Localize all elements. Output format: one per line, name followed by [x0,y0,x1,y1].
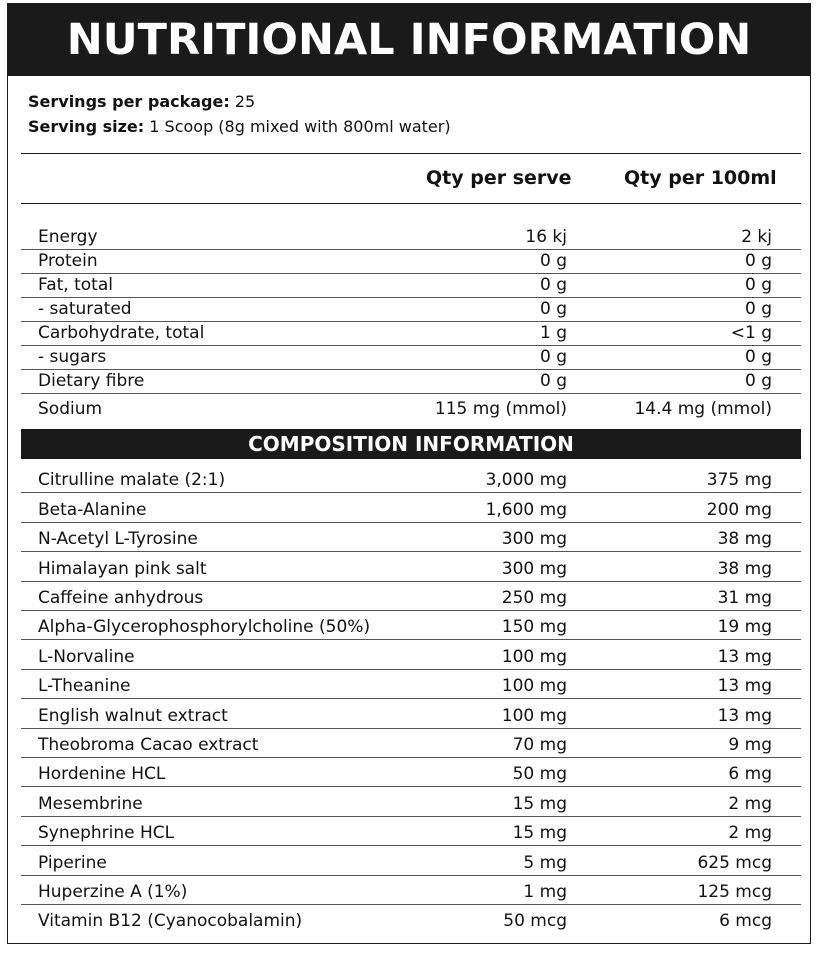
qty-per-serve: 0 g [539,347,567,367]
qty-per-100ml: 6 mg [728,764,772,785]
qty-per-100ml: 6 mcg [719,911,772,932]
qty-per-serve: 16 kj [525,227,567,247]
qty-per-serve: 3,000 mg [485,470,567,491]
row-label: Alpha-Glycerophosphorylcholine (50%) [38,617,371,638]
composition-row [21,845,801,875]
nutrition-row [21,273,801,298]
qty-per-serve: 50 mg [512,764,567,785]
qty-per-100ml: 2 mg [728,793,772,814]
qty-per-serve: 1 g [539,323,567,343]
nutrition-row [21,249,801,274]
qty-per-100ml: 13 mg [717,676,772,697]
qty-per-serve: 100 mg [501,676,567,697]
row-label: L-Norvaline [38,646,135,667]
qty-per-100ml: 0 g [744,275,772,295]
qty-per-serve: 300 mg [501,529,567,550]
nutrition-row [21,225,801,250]
page-title: NUTRITIONAL INFORMATION [8,4,810,76]
qty-per-serve: 1 mg [523,881,567,902]
qty-per-100ml: 38 mg [717,529,772,550]
qty-per-100ml: 625 mcg [697,852,772,873]
qty-per-serve: 15 mg [512,823,567,844]
qty-per-serve: 0 g [539,251,567,271]
serving-size-value: 1 Scoop (8g mixed with 800ml water) [149,117,451,136]
qty-per-serve: 0 g [539,299,567,319]
qty-per-serve: 5 mg [523,852,567,873]
row-label: Fat, total [38,275,113,295]
qty-per-100ml: 0 g [744,371,772,391]
composition-row [21,904,801,933]
qty-per-serve: 100 mg [501,705,567,726]
qty-per-100ml: 0 g [744,299,772,319]
composition-row [21,522,801,552]
row-label: Huperzine A (1%) [38,881,188,902]
nutrition-row [21,369,801,394]
row-label: Sodium [38,399,103,419]
row-label: Energy [38,227,98,247]
qty-per-serve: 100 mg [501,646,567,667]
qty-per-serve: 0 g [539,275,567,295]
row-label: Theobroma Cacao extract [38,734,259,755]
qty-per-100ml: 200 mg [706,499,772,520]
row-label: Citrulline malate (2:1) [38,470,226,491]
qty-per-serve: 15 mg [512,793,567,814]
qty-per-serve: 0 g [539,371,567,391]
composition-row [21,786,801,816]
qty-per-serve: 70 mg [512,734,567,755]
nutrition-row [21,297,801,322]
servings-info [28,89,451,139]
row-label: N-Acetyl L-Tyrosine [38,529,198,550]
column-header-per-100ml: Qty per 100ml [624,167,777,189]
row-label: L-Theanine [38,676,131,697]
qty-per-100ml: 2 kj [741,227,772,247]
qty-per-100ml: <1 g [730,323,772,343]
qty-per-serve: 1,600 mg [485,499,567,520]
column-header-per-serve: Qty per serve [426,167,572,189]
qty-per-100ml: 19 mg [717,617,772,638]
composition-row [21,728,801,758]
qty-per-serve: 300 mg [501,558,567,579]
row-label: Carbohydrate, total [38,323,205,343]
qty-per-100ml: 31 mg [717,587,772,608]
servings-per-package-value: 25 [234,92,256,111]
row-label: Synephrine HCL [38,823,175,844]
qty-per-100ml: 9 mg [728,734,772,755]
nutrition-row [21,345,801,370]
divider-top [21,153,801,154]
qty-per-100ml: 13 mg [717,646,772,667]
composition-row [21,639,801,669]
composition-row [21,698,801,728]
qty-per-100ml: 13 mg [717,705,772,726]
row-label: Himalayan pink salt [38,558,207,579]
composition-row [21,669,801,699]
composition-row [21,492,801,522]
composition-title: COMPOSITION INFORMATION [21,429,801,459]
row-label: - sugars [38,347,107,367]
qty-per-100ml: 14.4 mg (mmol) [634,399,772,419]
row-label: Caffeine anhydrous [38,587,204,608]
nutrition-panel [7,3,811,944]
servings-per-package [28,89,451,114]
qty-per-serve: 150 mg [501,617,567,638]
composition-row [21,757,801,787]
servings-per-package-label: Servings per package: [28,92,230,111]
composition-row [21,551,801,581]
serving-size [28,114,451,139]
composition-row [21,875,801,905]
qty-per-100ml: 0 g [744,347,772,367]
row-label: English walnut extract [38,705,228,726]
qty-per-100ml: 2 mg [728,823,772,844]
row-label: Piperine [38,852,107,873]
row-label: Protein [38,251,98,271]
composition-row [21,463,801,493]
composition-row [21,581,801,611]
row-label: Hordenine HCL [38,764,166,785]
nutrition-row [21,393,801,421]
qty-per-100ml: 38 mg [717,558,772,579]
row-label: Beta-Alanine [38,499,147,520]
qty-per-serve: 250 mg [501,587,567,608]
nutrition-row [21,321,801,346]
row-label: Vitamin B12 (Cyanocobalamin) [38,911,303,932]
qty-per-serve: 50 mcg [503,911,567,932]
divider-header [21,203,801,204]
qty-per-100ml: 375 mg [706,470,772,491]
composition-row [21,610,801,640]
qty-per-100ml: 0 g [744,251,772,271]
qty-per-serve: 115 mg (mmol) [434,399,567,419]
serving-size-label: Serving size: [28,117,145,136]
qty-per-100ml: 125 mcg [697,881,772,902]
row-label: Mesembrine [38,793,143,814]
composition-row [21,816,801,846]
row-label: - saturated [38,299,132,319]
row-label: Dietary fibre [38,371,145,391]
